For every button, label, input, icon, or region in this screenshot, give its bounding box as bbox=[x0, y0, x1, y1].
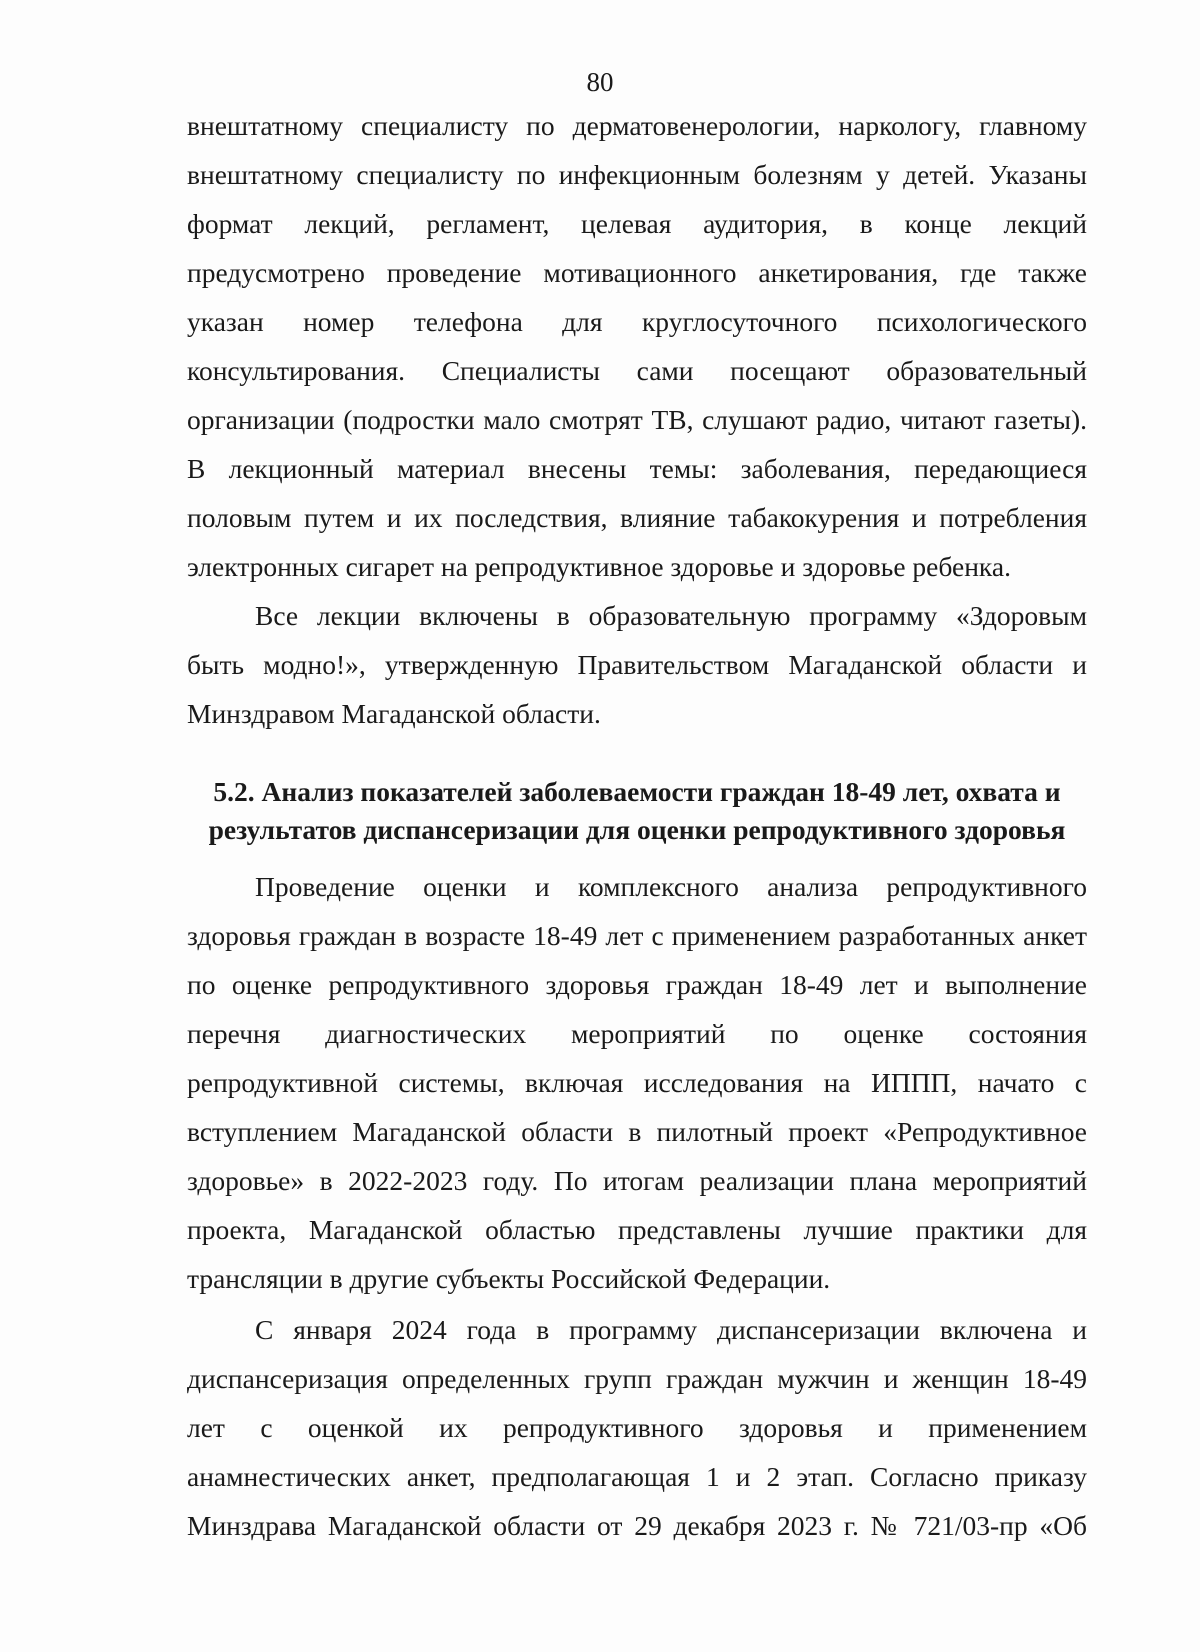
text-line: указан номер телефона для круглосуточного психологического bbox=[187, 306, 1087, 337]
text-line: вступлением Магаданской области в пилотный проект «Репродуктивное bbox=[187, 1116, 1087, 1147]
text-line: проекта, Магаданской областью представлены лучшие практики для bbox=[187, 1214, 1087, 1245]
text-line: Минздравом Магаданской области. bbox=[187, 698, 601, 729]
text-line: лет с оценкой их репродуктивного здоровья и применением bbox=[187, 1412, 1087, 1443]
text-line: внештатному специалисту по инфекционным болезням у детей. Указаны bbox=[187, 159, 1087, 190]
text-line: внештатному специалисту по дерматовенерологии, наркологу, главному bbox=[187, 110, 1087, 141]
text-line: электронных сигарет на репродуктивное здоровье и здоровье ребенка. bbox=[187, 551, 1011, 582]
heading-line: результатов диспансеризации для оценки репродуктивного здоровья bbox=[208, 814, 1066, 845]
text-line: по оценке репродуктивного здоровья граждан 18-49 лет и выполнение bbox=[187, 969, 1087, 1000]
text-line: организации (подростки мало смотрят ТВ, слушают радио, читают газеты). bbox=[187, 404, 1087, 435]
page-number: 80 bbox=[586, 67, 614, 97]
text-line: В лекционный материал внесены темы: заболевания, передающиеся bbox=[187, 453, 1087, 484]
paragraph-3 bbox=[187, 862, 1087, 1303]
text-line: консультирования. Специалисты сами посещают образовательный bbox=[187, 355, 1087, 386]
paragraph-1 bbox=[187, 101, 1087, 591]
text-line: Минздрава Магаданской области от 29 декабря 2023 г. № 721/03-пр «Об bbox=[187, 1510, 1087, 1541]
text-line: С января 2024 года в программу диспансеризации включена и bbox=[255, 1314, 1087, 1345]
text-line: Проведение оценки и комплексного анализа репродуктивного bbox=[255, 871, 1087, 902]
text-line: формат лекций, регламент, целевая аудитория, в конце лекций bbox=[187, 208, 1087, 239]
section-heading bbox=[187, 773, 1087, 849]
text-line: трансляции в другие субъекты Российской Федерации. bbox=[187, 1263, 831, 1294]
heading-line: 5.2. Анализ показателей заболеваемости граждан 18-49 лет, охвата и bbox=[213, 776, 1061, 807]
paragraph-4 bbox=[187, 1305, 1087, 1550]
text-line: быть модно!», утвержденную Правительством Магаданской области и bbox=[187, 649, 1087, 680]
text-line: перечня диагностических мероприятий по оценке состояния bbox=[187, 1018, 1087, 1049]
text-line: Все лекции включены в образовательную программу «Здоровым bbox=[255, 600, 1087, 631]
text-line: репродуктивной системы, включая исследования на ИППП, начато с bbox=[187, 1067, 1087, 1098]
paragraph-2 bbox=[187, 591, 1087, 738]
text-line: предусмотрено проведение мотивационного анкетирования, где также bbox=[187, 257, 1087, 288]
text-line: здоровья граждан в возрасте 18-49 лет с применением разработанных анкет bbox=[187, 920, 1087, 951]
text-line: диспансеризация определенных групп граждан мужчин и женщин 18-49 bbox=[187, 1363, 1087, 1394]
text-line: здоровье» в 2022-2023 году. По итогам реализации плана мероприятий bbox=[187, 1165, 1087, 1196]
text-line: половым путем и их последствия, влияние табакокурения и потребления bbox=[187, 502, 1087, 533]
text-line: анамнестических анкет, предполагающая 1 и 2 этап. Согласно приказу bbox=[187, 1461, 1087, 1492]
